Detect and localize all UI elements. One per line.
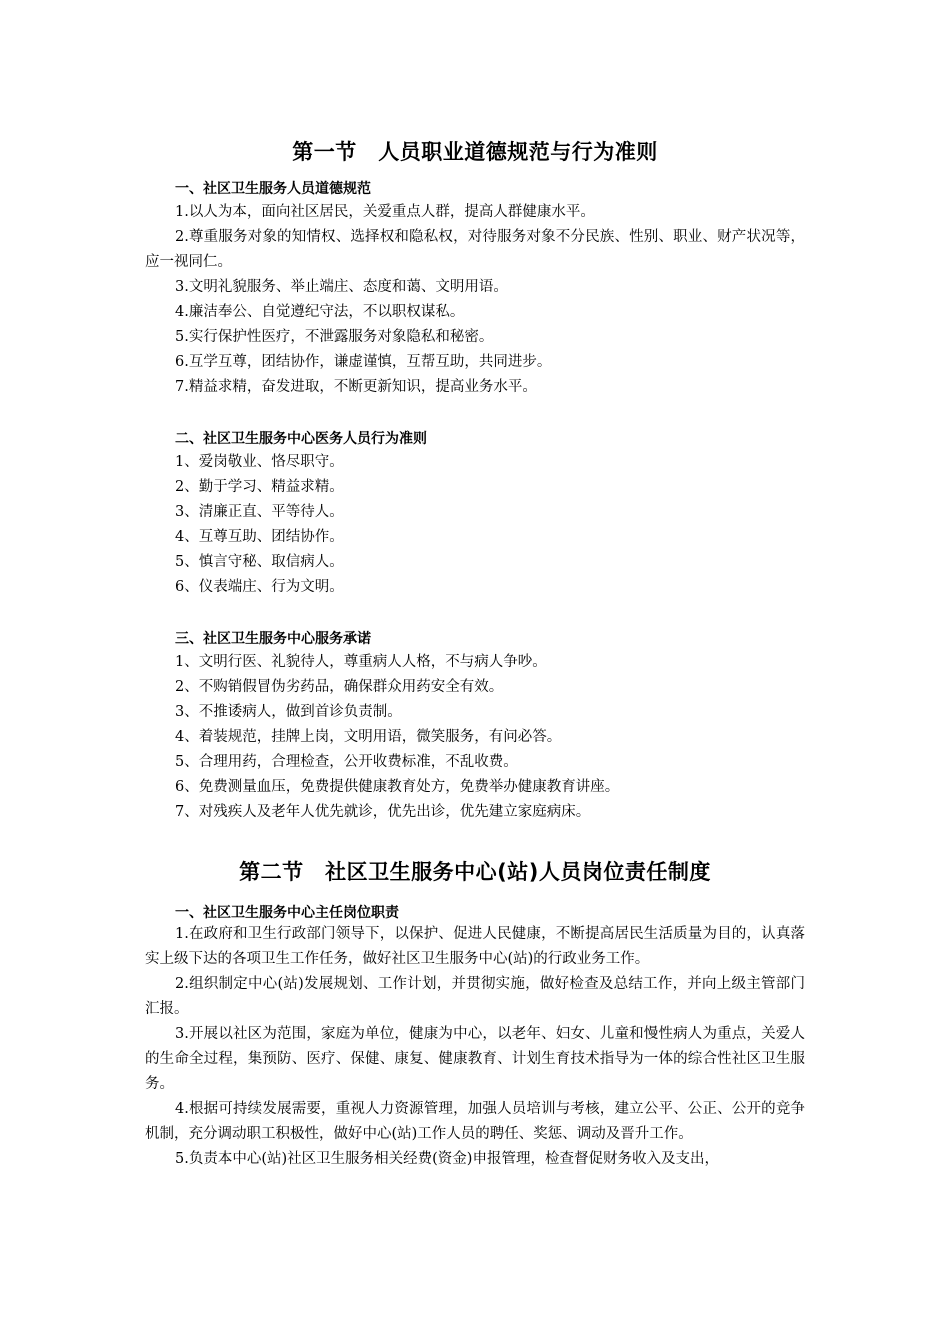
list-item: 1、文明行医、礼貌待人，尊重病人人格，不与病人争吵。 [175,654,547,670]
section-1-part-2-heading: 二、社区卫生服务中心医务人员行为准则 [175,431,427,447]
paragraph: 3.开展以社区为范围，家庭为单位，健康为中心，以老年、妇女、儿童和慢性病人为重点，关爱人的生命全过程，集预防、医疗、保健、康复、健康教育、计划生育技术指导为一体的综合性社区卫生服务。 [145,1026,805,1092]
paragraph: 1.在政府和卫生行政部门领导下，以保护、促进人民健康，不断提高居民生活质量为目的，认真落实上级下达的各项卫生工作任务，做好社区卫生服务中心(站)的行政业务工作。 [145,926,805,967]
paragraph: 3.文明礼貌服务、举止端庄、态度和蔼、文明用语。 [175,279,508,295]
paragraph: 4.廉洁奉公、自觉遵纪守法，不以职权谋私。 [175,304,465,320]
paragraph: 7.精益求精，奋发进取，不断更新知识，提高业务水平。 [175,379,537,395]
list-item: 2、勤于学习、精益求精。 [175,479,344,495]
list-item: 3、不推诿病人，做到首诊负责制。 [175,704,402,720]
paragraph: 5.负责本中心(站)社区卫生服务相关经费(资金)申报管理，检查督促财务收入及支出， [175,1151,719,1167]
section-2-title: 第二节 社区卫生服务中心(站)人员岗位责任制度 [239,860,711,884]
section-1-title: 第一节 人员职业道德规范与行为准则 [292,140,658,164]
list-item: 5、合理用药，合理检查，公开收费标准，不乱收费。 [175,754,518,770]
list-item: 2、不购销假冒伪劣药品，确保群众用药安全有效。 [175,679,504,695]
paragraph: 1.以人为本，面向社区居民，关爱重点人群，提高人群健康水平。 [175,204,595,220]
section-2-part-1-body [145,922,805,1172]
section-1-part-2-body [145,450,805,600]
paragraph: 5.实行保护性医疗，不泄露服务对象隐私和秘密。 [175,329,494,345]
paragraph: 2.尊重服务对象的知情权、选择权和隐私权，对待服务对象不分民族、性别、职业、财产状况等，应一视同仁。 [145,229,805,270]
list-item: 4、着装规范，挂牌上岗，文明用语，微笑服务，有问必答。 [175,729,562,745]
list-item: 3、清廉正直、平等待人。 [175,504,344,520]
paragraph: 6.互学互尊，团结协作，谦虚谨慎，互帮互助，共同进步。 [175,354,552,370]
section-1-part-3-heading: 三、社区卫生服务中心服务承诺 [175,631,371,647]
section-1-part-3-body [145,650,805,825]
section-1-part-1-body [145,200,805,400]
list-item: 6、免费测量血压，免费提供健康教育处方，免费举办健康教育讲座。 [175,779,620,795]
list-item: 6、仪表端庄、行为文明。 [175,579,344,595]
section-2-part-1-heading: 一、社区卫生服务中心主任岗位职责 [175,905,399,921]
paragraph: 4.根据可持续发展需要，重视人力资源管理，加强人员培训与考核，建立公平、公正、公开的竞争机制，充分调动职工积极性，做好中心(站)工作人员的聘任、奖惩、调动及晋升工作。 [145,1101,805,1142]
list-item: 7、对残疾人及老年人优先就诊，优先出诊，优先建立家庭病床。 [175,804,591,820]
list-item: 1、爱岗敬业、恪尽职守。 [175,454,344,470]
list-item: 5、慎言守秘、取信病人。 [175,554,344,570]
section-1-part-1-heading: 一、社区卫生服务人员道德规范 [175,181,371,197]
list-item: 4、互尊互助、团结协作。 [175,529,344,545]
paragraph: 2.组织制定中心(站)发展规划、工作计划，并贯彻实施，做好检查及总结工作，并向上级主管部门汇报。 [145,976,805,1017]
